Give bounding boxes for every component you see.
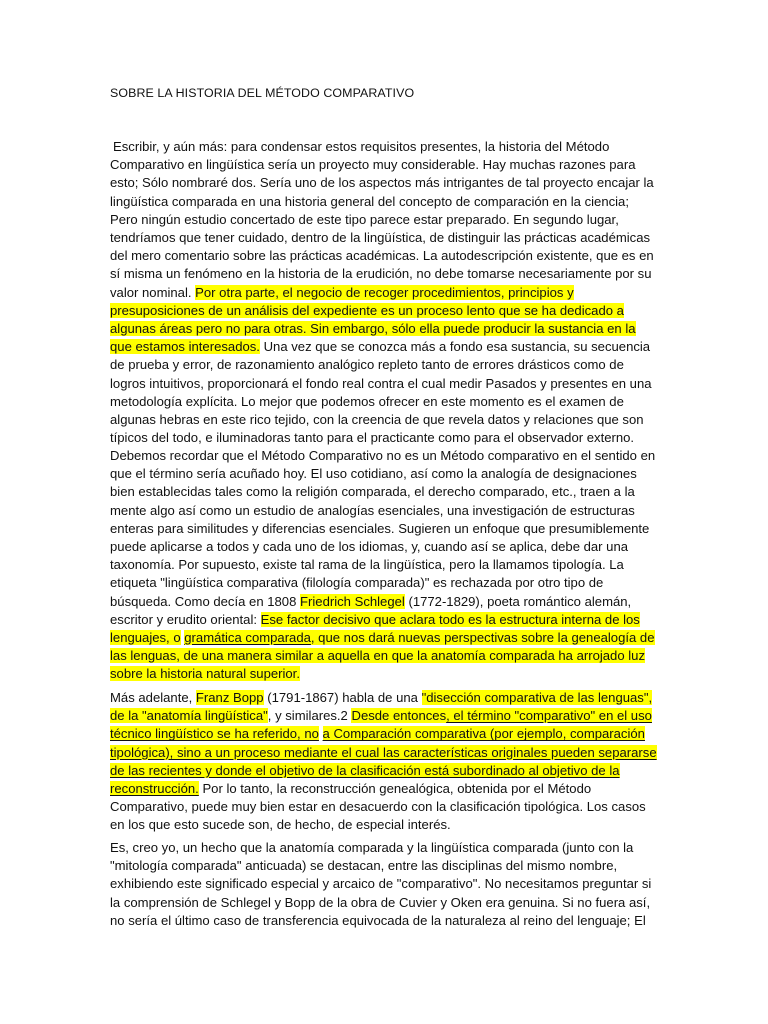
p3-text-2: (1791-1867) habla de una <box>267 690 418 705</box>
p2-quote-highlight-end: , que nos dará nuevas perspectivas sobre la genealogía de las lenguas, de una manera similar a aquella en que la anatomía comparada ha arrojado luz sobre la historia natural superior. <box>110 630 655 682</box>
p3-name-highlight: Franz Bopp <box>195 690 264 705</box>
p2-text: Debemos recordar que el Método Comparativo no es un Método comparativo en el sentido en que el término sería acuñado hoy. El uso cotidiano, así como la analogía de designaciones bien establecidas tales como la religión comparada, el derecho comparado, etc., traen a la mente algo así como un estudio de analogías esenciales, una investigación de estructuras enteras para similitudes y diferencias esenciales. Sugieren un enfoque que presumiblemente puede aplicarse a todos y cada uno de los idiomas, y, cuando así se aplica, debe dar una taxonomía. Por supuesto, existe tal rama de la lingüística, pero la llamamos tipología. La etiqueta "lingüística comparativa (filología comparada)" es rechazada por otro tipo de búsqueda. Como decía en 1808 <box>110 448 656 609</box>
p2-name-highlight: Friedrich Schlegel <box>300 593 405 609</box>
p3-text-end: Por lo tanto, la reconstrucción genealógica, obtenida por el Método Comparativo, puede muy bien estar en desacuerdo con la clasificación tipológica. Los casos en los que esto sucede son, de hecho, de especial interés. <box>110 781 646 833</box>
p3-text-3: , y similares.2 <box>267 708 348 724</box>
p3-text: Más adelante, <box>110 690 193 705</box>
p3-underlined-2: a Comparación comparativa (por ejemplo, comparación tipológica), sino a un proceso mediante el cual las características originales pueden separarse de las recientes y donde el objetivo de la clasificación está subordinado al objetivo de la reconstrucción. <box>110 726 657 797</box>
paragraph-3 <box>110 689 658 835</box>
p2-quote-underlined: gramática comparada <box>184 630 311 646</box>
p3-underlined-1: , el término "comparativo" en el uso técnico lingüístico se ha referido, no <box>110 708 652 742</box>
p1-text: Escribir, y aún más: para condensar estos requisitos presentes, la historia del Método Comparativo en lingüística sería un proyecto muy considerable. Hay muchas razones para esto; Sólo nombraré dos. Sería uno de los aspectos más intrigantes de tal proyecto encajar la lingüística comparada en una historia general del concepto de comparación en la ciencia; Pero ningún estudio concertado de este tipo parece estar preparado. En segundo lugar, tendríamos que tener cuidado, dentro de la lingüística, de distinguir las prácticas académicas del mero comentario sobre las prácticas académicas. La autodescripción existente, que es en sí misma un fenómeno en la historia de la erudición, no debe tomarse necesariamente por su valor nominal. <box>110 139 654 300</box>
p3-highlight-2: Desde entonces <box>351 708 447 724</box>
p4-text: Es, creo yo, un hecho que la anatomía comparada y la lingüística comparada (junto con la "mitología comparada" anticuada) se destacan, entre las disciplinas del mismo nombre, exhibiendo este significado especial y arcaico de "comparativo". No necesitamos preguntar si la comprensión de Schlegel y Bopp de la obra de Cuvier y Oken era genuina. Si no fuera así, no sería el último caso de transferencia equivocada de la naturaleza al reino del lenguaje; El <box>110 840 652 928</box>
paragraph-4 <box>110 839 658 930</box>
p3-quote-highlight: "disección comparativa de las lenguas", de la "anatomía lingüística" <box>110 690 653 724</box>
p2-text-mid: (1772-1829), poeta romántico alemán, escritor y erudito oriental: <box>110 593 632 627</box>
p2-quote-highlight: Ese factor decisivo que aclara todo es la estructura interna de los lenguajes, o <box>110 611 640 646</box>
document-title: SOBRE LA HISTORIA DEL MÉTODO COMPARATIVO <box>110 86 415 100</box>
paragraph-1 <box>110 138 658 447</box>
paragraph-2 <box>110 447 658 684</box>
p1-highlight: Por otra parte, el negocio de recoger procedimientos, principios y presuposiciones de un análisis del expediente es un proceso lento que se ha dedicado a algunas áreas pero no para otras. Sin embargo, sólo ella puede producir la sustancia en la que estamos interesados. <box>110 284 636 355</box>
p1-text-end: Una vez que se conozca más a fondo esa sustancia, su secuencia de prueba y error, de razonamiento analógico repleto tanto de errores drásticos como de logros intuitivos, proporcionará el fondo real contra el cual medir Pasados y presentes en una metodología explícita. Lo mejor que podemos ofrecer en este momento es el examen de algunas hebras en este rico tejido, con la creencia de que revela datos y relaciones que son típicos del todo, e iluminadoras tanto para el practicante como para el observador externo. <box>110 339 652 446</box>
